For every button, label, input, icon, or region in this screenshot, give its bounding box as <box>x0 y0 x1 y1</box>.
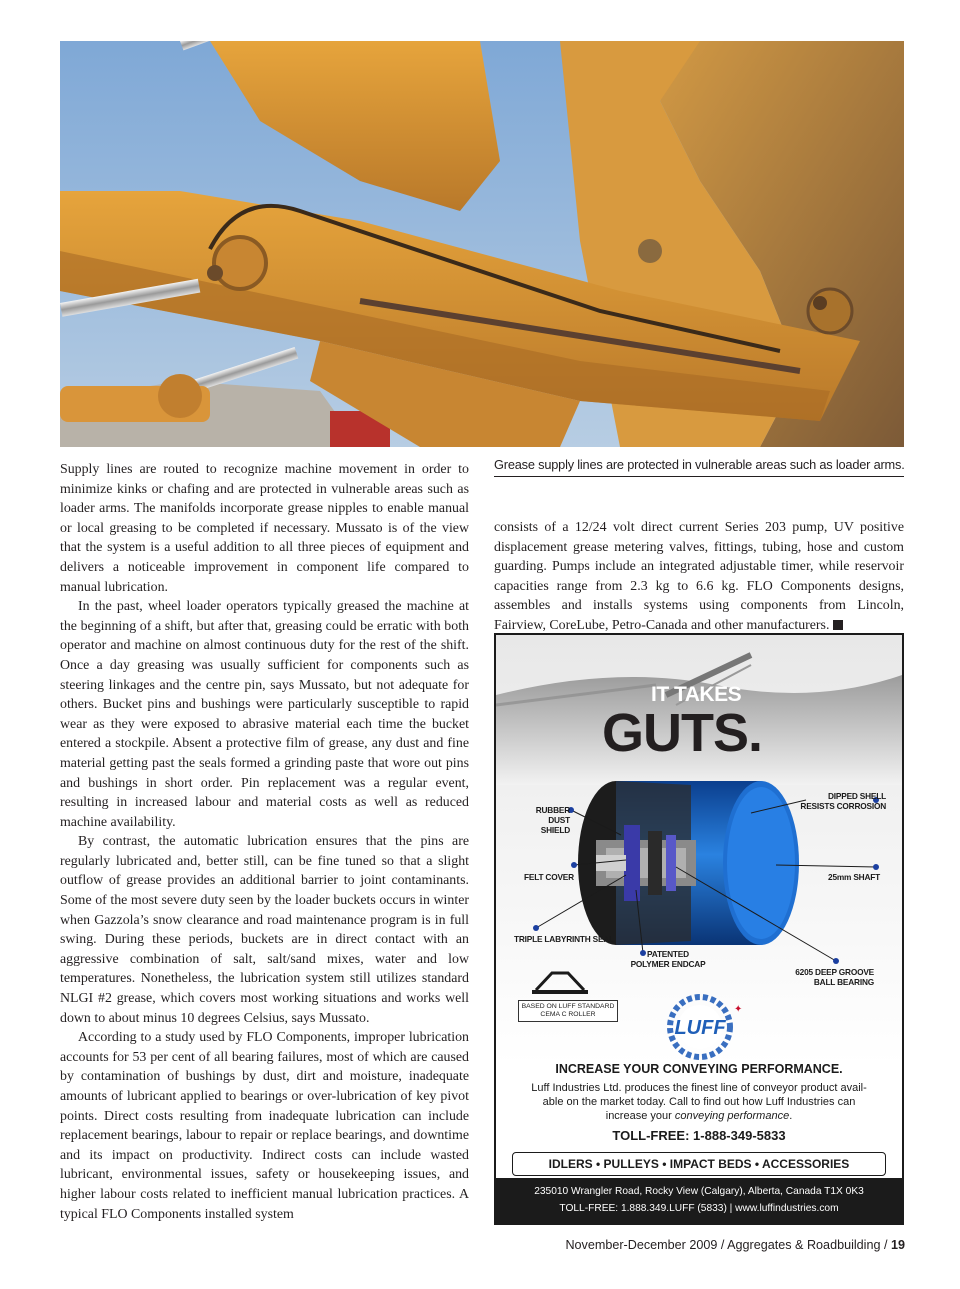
paragraph-4: According to a study used by FLO Components, improper lubrication accounts for 53 per cent of all bearing failures, most of which are caused by contamination of bushings by dust, dirt and moisture, inadequate amounts of lubricant applied to bearings or over-lubrication of key pivot points. Direct costs resulting from inadequate lubrication can include replacement bearings, labour to repair or replace bearings, and downtime and its impact on productivity. Indirect costs can include wasted lubricant, environmental issues, safety or housekeeping issues, and higher labour costs related to inefficient manual lubrication practices. A typical FLO Components installed system <box>60 1030 469 1222</box>
callout-rubber-dust-shield <box>514 805 570 835</box>
ad-footer-contact[interactable]: TOLL-FREE: 1.888.349.LUFF (5833) | www.luffindustries.com <box>559 1203 839 1214</box>
paragraph-1: Supply lines are routed to recognize machine movement in order to minimize kinks or chafing and are protected in vulnerable areas such as loader arms. The manifolds incorporate grease nipples to enable manual or local greasing to be completed if necessary. Mussato is of the view that the system is a useful addition to all three pieces of equipment and delivers a noticeable improvement in component life compared to manual lubrication. <box>60 462 469 595</box>
ad-tollfree[interactable]: TOLL-FREE: 1-888-349-5833 <box>612 1128 786 1143</box>
callout-felt-cover: FELT COVER <box>524 872 574 882</box>
ad-body-emphasis: conveying performance <box>674 1110 790 1122</box>
luff-standard-box <box>518 1000 618 1022</box>
ad-tagline: INCREASE YOUR CONVEYING PERFORMANCE. <box>555 1062 843 1076</box>
paragraph-5-text: consists of a 12/24 volt direct current Series 203 pump, UV positive displacement grease metering valves, fittings, tubing, hose and custom guarding. Pumps include an integrated adjustable timer, while reservoir capacities range from 2.3 kg to 6.6 kg. FLO Components designs, assembles and installs systems using components from Lincoln, Fairview, CoreLube, Petro-Canada and other manufacturers. <box>494 520 904 633</box>
luff-advertisement[interactable] <box>494 633 904 1225</box>
callout-line: RUBBER DUST <box>535 805 570 825</box>
maple-leaf-icon: ✦ <box>734 1004 743 1015</box>
ad-body-line: able on the market today. Call to find out how Luff Industries can <box>542 1096 856 1108</box>
ad-body-line <box>526 1109 872 1123</box>
callout-line: POLYMER ENDCAP <box>630 959 706 969</box>
luff-logo-text: LUFF <box>674 1017 726 1039</box>
end-of-article-mark <box>833 620 843 630</box>
callout-line: 6205 DEEP GROOVE <box>795 967 874 977</box>
callout-polymer-endcap <box>628 949 708 969</box>
callout-dipped-shell <box>800 791 886 811</box>
callout-line: RESISTS CORROSION <box>800 801 886 811</box>
callout-ball-bearing <box>795 967 874 987</box>
paragraph-3: By contrast, the automatic lubrication ensures that the pins are regularly lubricated and, better still, can be fine tuned so that a slight outflow of grease provides an additional barrier to joint contaminants. Some of the most severe duty seen by the loader buckets occurs in winter when Gazzola’s snow clearance and road maintenance program is in full swing. During these periods, buckets are in direct contact with an aggressive combination of salt, salt/sand mixes, water and low temperatures. Nonetheless, the lubrication system still utilizes standard NLGI #2 grease, which covers most working situations and works well down to about minus 10 degrees Celsius, says Mussato. <box>60 834 469 1026</box>
ad-products: IDLERS • PULLEYS • IMPACT BEDS • ACCESSORIES <box>512 1152 886 1176</box>
ad-address: 235010 Wrangler Road, Rocky View (Calgary), Alberta, Canada T1X 0K3 <box>534 1186 864 1197</box>
page-folio <box>565 1238 905 1252</box>
callout-line: BALL BEARING <box>813 977 874 987</box>
ad-body-line: Luff Industries Ltd. produces the finest line of conveyor product avail- <box>531 1082 867 1094</box>
callout-triple-labyrinth: TRIPLE LABYRINTH SEAL <box>514 934 614 944</box>
page-number: 19 <box>890 1238 905 1252</box>
standard-line: BASED ON LUFF STANDARD <box>521 1003 615 1010</box>
standard-line: CEMA C ROLLER <box>540 1011 596 1018</box>
paragraph-5 <box>494 518 904 636</box>
paragraph-2: In the past, wheel loader operators typically greased the machine at the beginning of a shift, but after that, greasing could be erratic with both operator and machine on almost continuous duty for the rest of the shift. Once a day greasing was usually sufficient for components such as steering linkages and the centre pin, says Mussato, but not adequate for others. Bucket pins and bushings were particularly susceptible to rapid wear as they were exposed to abrasive material each time the bucket entered a stockpile. Absent a protective film of grease, any dust and fine material getting past the seals formed a grinding paste that wore out pins and bushings in short order. Pin replacement was a regular event, resulting in increased labour and material costs as well as reduced machine availability. <box>60 599 469 830</box>
callout-shaft: 25mm SHAFT <box>828 872 880 882</box>
ad-footer <box>496 1178 902 1225</box>
callout-line: DIPPED SHELL <box>828 791 886 801</box>
ad-body <box>526 1081 872 1123</box>
left-column <box>60 460 469 1224</box>
ad-body-fragment: . <box>789 1110 793 1122</box>
folio-text: November-December 2009 / Aggregates & Roadbuilding / <box>565 1238 891 1252</box>
ad-headline-big: GUTS. <box>602 703 763 763</box>
right-column <box>494 518 904 636</box>
photo-caption: Grease supply lines are protected in vulnerable areas such as loader arms. <box>494 457 904 477</box>
photo-illustration <box>60 41 904 447</box>
loader-arm-photo <box>60 41 904 447</box>
ad-headline-small: IT TAKES <box>651 683 742 706</box>
callout-line: PATENTED <box>647 949 689 959</box>
callout-line: SHIELD <box>540 825 570 835</box>
ad-body-fragment: increase your <box>605 1110 675 1122</box>
